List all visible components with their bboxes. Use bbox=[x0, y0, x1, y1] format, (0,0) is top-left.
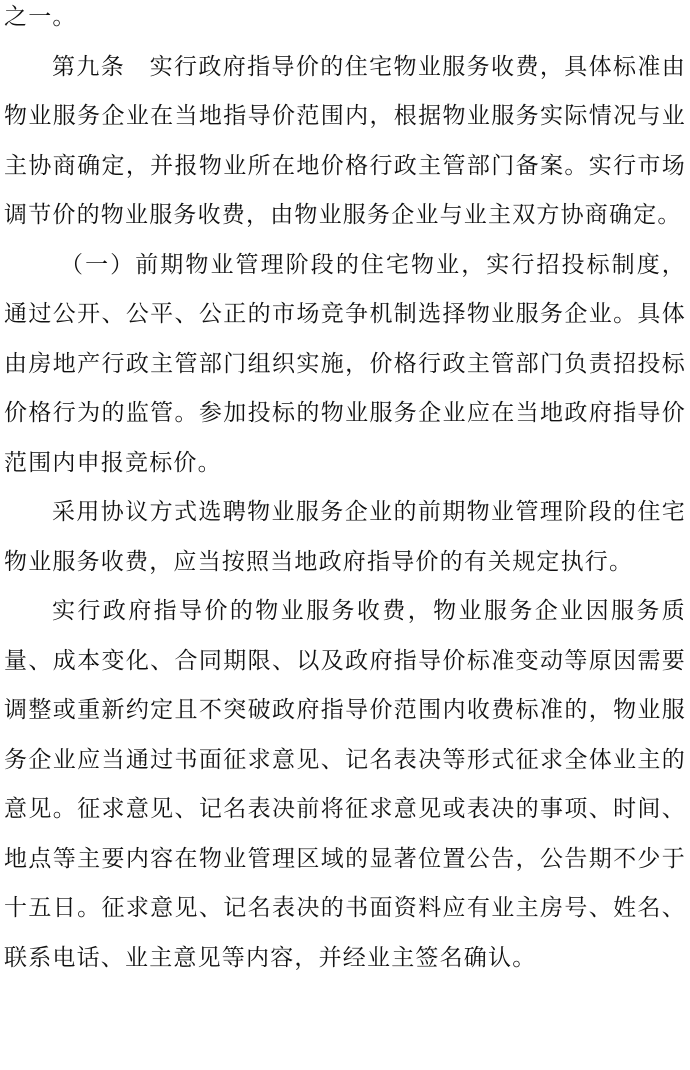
paragraph-agreement-method: 采用协议方式选聘物业服务企业的前期物业管理阶段的住宅物业服务收费，应当按照当地政府指导价的有关规定执行。 bbox=[4, 499, 686, 575]
paragraph-item-1: （一）前期物业管理阶段的住宅物业，实行招投标制度，通过公开、公平、公正的市场竞争机制选择物业服务企业。具体由房地产行政主管部门组织实施，价格行政主管部门负责招投标价格行为的监管。参加投标的物业服务企业应在当地政府指导价范围内申报竞标价。 bbox=[4, 251, 686, 476]
paragraph-article-9: 第九条 实行政府指导价的住宅物业服务收费，具体标准由物业服务企业在当地指导价范围内，根据物业服务实际情况与业主协商确定，并报物业所在地价格行政主管部门备案。实行市场调节价的物业服务收费，由物业服务企业与业主双方协商确定。 bbox=[4, 53, 686, 228]
paragraph-continuation: 之一。 bbox=[4, 4, 77, 30]
paragraph-fee-adjustment: 实行政府指导价的物业服务收费，物业服务企业因服务质量、成本变化、合同期限、以及政府指导价标准变动等原因需要调整或重新约定且不突破政府指导价范围内收费标准的，物业服务企业应当通过书面征求意见、记名表决等形式征求全体业主的意见。征求意见、记名表决前将征求意见或表决的事项、时间、地点等主要内容在物业管理区域的显著位置公告，公告期不少于十五日。征求意见、记名表决的书面资料应有业主房号、姓名、联系电话、业主意见等内容，并经业主签名确认。 bbox=[4, 598, 686, 971]
